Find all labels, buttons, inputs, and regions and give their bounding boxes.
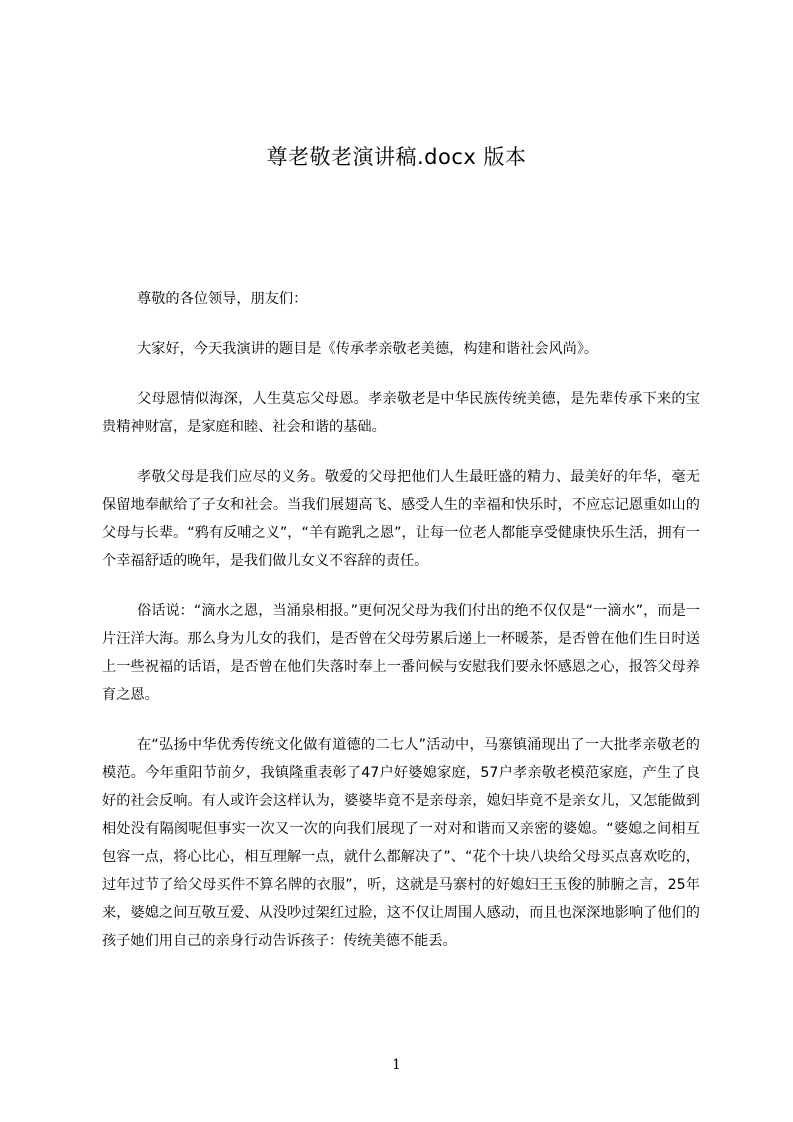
paragraph-intro: 大家好，今天我演讲的题目是《传承孝亲敬老美德，构建和谐社会风尚》。 — [137, 341, 599, 357]
paragraph-filial-duty: 孝敬父母是我们应尽的义务。敬爱的父母把他们人生最旺盛的精力、最美好的年华，毫无保留地奉献给了子女和社会。当我们展翅高飞、感受人生的幸福和快乐时，不应忘记恩重如山的父母与长辈。“鸦有反哺之义”，“羊有跪乳之恩”，让每一位老人都能享受健康快乐生活，拥有一个幸福舒适的晚年，是我们做儿女义不容辞的责任。 — [102, 469, 700, 569]
paragraph-parents-grace: 父母恩情似海深，人生莫忘父母恩。孝亲敬老是中华民族传统美德，是先辈传承下来的宝贵精神财富，是家庭和睦、社会和谐的基础。 — [102, 391, 700, 435]
page-number: 1 — [392, 1057, 401, 1073]
paragraph-proverb: 俗话说：“滴水之恩，当涌泉相报。”更何况父母为我们付出的绝不仅仅是“一滴水”，而是一片汪洋大海。那么身为儿女的我们，是否曾在父母劳累后递上一杯暖茶，是否曾在他们生日时送上一些祝福的话语，是否曾在他们失落时奉上一番问候与安慰我们要永怀感恩之心，报答父母养育之恩。 — [102, 603, 700, 703]
paragraph-greeting: 尊敬的各位领导，朋友们： — [137, 291, 308, 307]
document-body — [102, 285, 700, 977]
paragraph-model-families: 在“弘扬中华优秀传统文化做有道德的二七人”活动中，马寨镇涌现出了一大批孝亲敬老的模范。今年重阳节前夕，我镇隆重表彰了47户好婆媳家庭，57户孝亲敬老模范家庭，产生了良好的社会反响。有人或许会这样认为，婆婆毕竟不是亲母亲，媳妇毕竟不是亲女儿，又怎能做到相处没有隔阂呢但事实一次又一次的向我们展现了一对对和谐而又亲密的婆媳。“婆媳之间相互包容一点，将心比心，相互理解一点，就什么都解决了”、“花个十块八块给父母买点喜欢吃的，过年过节了给父母买件不算名牌的衣服”，听，这就是马寨村的好媳妇王玉俊的肺腑之言，25年来，婆媳之间互敬互爱、从没吵过架红过脸，这不仅让周围人感动，而且也深深地影响了他们的孩子她们用自己的亲身行动告诉孩子：传统美德不能丢。 — [102, 737, 700, 949]
document-title: 尊老敬老演讲稿.docx 版本 — [266, 145, 527, 169]
